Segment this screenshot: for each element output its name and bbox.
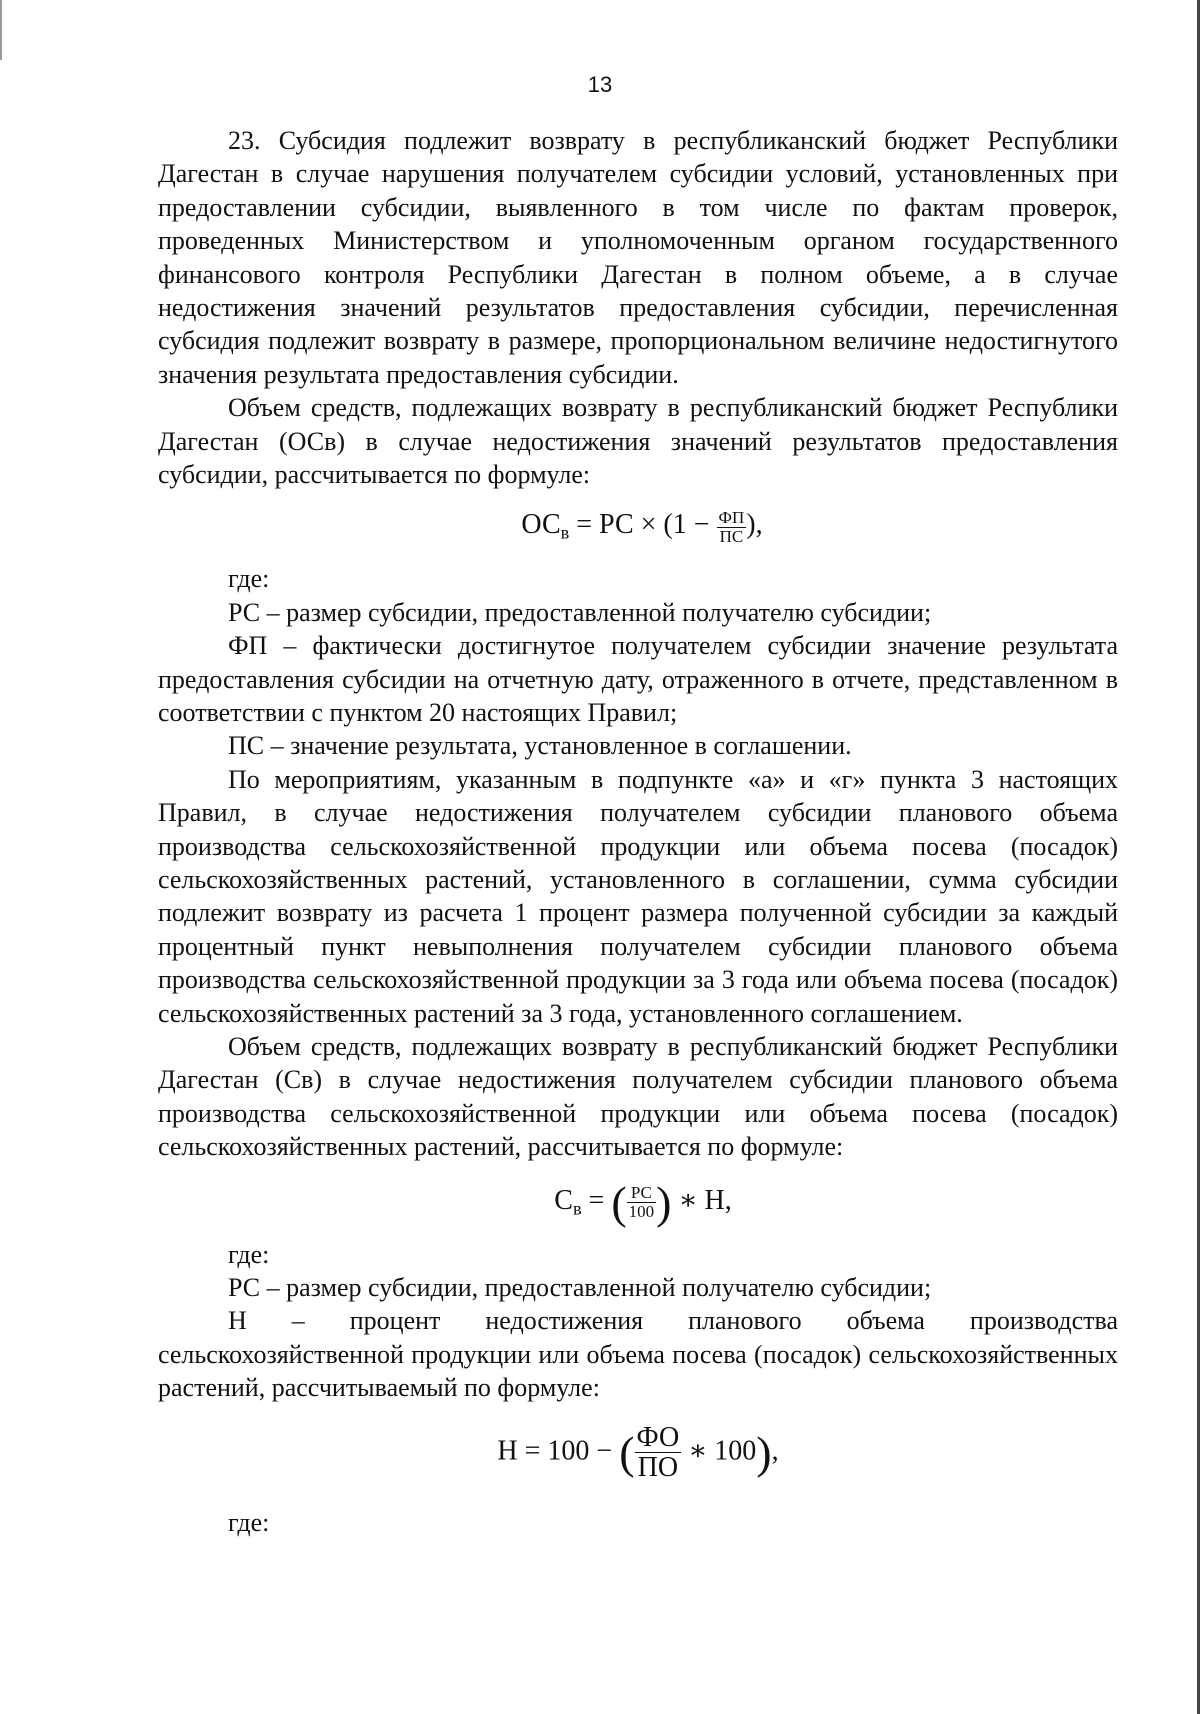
definition-fp: ФП – фактически достигнутое получателем субсидии значение результата предоставления субсидии на отчетную дату, отраженного в отчете, представленном в соответствии с пунктом 20 настоящих Правил; bbox=[158, 631, 1118, 727]
definition-n: Н – процент недостижения планового объема производства сельскохозяйственной продукции или объема посева (посадок) сельскохозяйственных растений, рассчитываемый по формуле: bbox=[158, 1306, 1118, 1403]
scan-edge-left bbox=[0, 0, 2, 60]
fraction-numerator: РС bbox=[627, 1184, 657, 1203]
formula-cv-lhs: С bbox=[554, 1184, 573, 1216]
where-label-1: где: bbox=[228, 564, 270, 594]
paragraph-measures-a-g: По мероприятиям, указанным в подпункте «а» и «г» пункта 3 настоящих Правил, в случае недостижения получателем субсидии планового объема производства сельскохозяйственной продукции или объема посева (посадок) сельскохозяйственных растений, установленного в соглашении, сумма субсидии подлежит возврату из расчета 1 процент размера полученной субсидии за каждый процентный пункт невыполнения получателем субсидии планового объема производства сельскохозяйственной продукции за 3 года или объема посева (посадок) сельскохозяйственных растений за 3 года, установленного соглашением. bbox=[158, 764, 1118, 1028]
fraction-fp-ps bbox=[717, 509, 747, 546]
formula-cv-lhs-sub: в bbox=[572, 1198, 582, 1219]
paren-close: ) bbox=[756, 1426, 772, 1478]
paren-open: ( bbox=[611, 1176, 627, 1228]
definition-ps: ПС – значение результата, установленное в соглашении. bbox=[228, 731, 852, 761]
fraction-fo-po bbox=[635, 1423, 682, 1483]
page-number: 13 bbox=[587, 72, 613, 97]
paren-close: ) bbox=[656, 1176, 672, 1228]
formula-n-mid: ∗ 100 bbox=[681, 1434, 757, 1466]
formula-n-lhs: Н = 100 − bbox=[497, 1434, 620, 1466]
paragraph-refund-volume-intro: Объем средств, подлежащих возврату в республиканский бюджет Республики Дагестан (ОСв) в случае недостижения значений результатов предоставления субсидии, рассчитывается по формуле: bbox=[158, 393, 1118, 490]
formula-osv-lhs: ОС bbox=[521, 509, 561, 541]
formula-cv-tail: ∗ Н, bbox=[671, 1184, 732, 1216]
formula-osv bbox=[158, 508, 1118, 550]
formula-cv-eq: = bbox=[581, 1184, 612, 1216]
formula-cv bbox=[158, 1176, 1118, 1228]
fraction-numerator: ФО bbox=[636, 1421, 680, 1453]
definition-rs-2: РС – размер субсидии, предоставленной получателю субсидии; bbox=[228, 1272, 932, 1302]
paren-open: ( bbox=[619, 1426, 635, 1478]
paragraph-cv-intro: Объем средств, подлежащих возврату в республиканский бюджет Республики Дагестан (Св) в случае недостижения получателем субсидии планового объема производства сельскохозяйственной продукции или объема посева (посадок) сельскохозяйственных растений, рассчитывается по формуле: bbox=[158, 1032, 1118, 1162]
fraction-denominator: ПС bbox=[719, 526, 744, 546]
fraction-rs-100 bbox=[627, 1184, 657, 1221]
paragraph-refund-conditions: 23. Субсидия подлежит возврату в республиканский бюджет Республики Дагестан в случае нарушения получателем субсидии условий, установленных при предоставлении субсидии, выявленного в том числе по фактам проверок, проведенных Министерством и уполномоченным органом государственного финансового контроля Республики Дагестан в полном объеме, а в случае недостижения значений результатов предоставления субсидии, перечисленная субсидия подлежит возврату в размере, пропорциональном величине недостигнутого значения результата предоставления субсидии. bbox=[158, 126, 1118, 389]
where-label-3: где: bbox=[228, 1508, 270, 1538]
where-label-2: где: bbox=[228, 1239, 270, 1269]
formula-osv-lhs-sub: в bbox=[560, 522, 570, 543]
document-body bbox=[158, 124, 1118, 1540]
definition-rs-1: РС – размер субсидии, предоставленной получателю субсидии; bbox=[228, 597, 932, 627]
formula-osv-mid: = РС × (1 − bbox=[569, 509, 717, 541]
formula-osv-tail: ), bbox=[746, 509, 763, 541]
formula-n-tail: , bbox=[771, 1434, 779, 1466]
formula-n bbox=[158, 1423, 1118, 1483]
fraction-denominator: ПО bbox=[637, 1451, 679, 1483]
fraction-denominator: 100 bbox=[628, 1201, 655, 1221]
fraction-numerator: ФП bbox=[718, 507, 745, 527]
